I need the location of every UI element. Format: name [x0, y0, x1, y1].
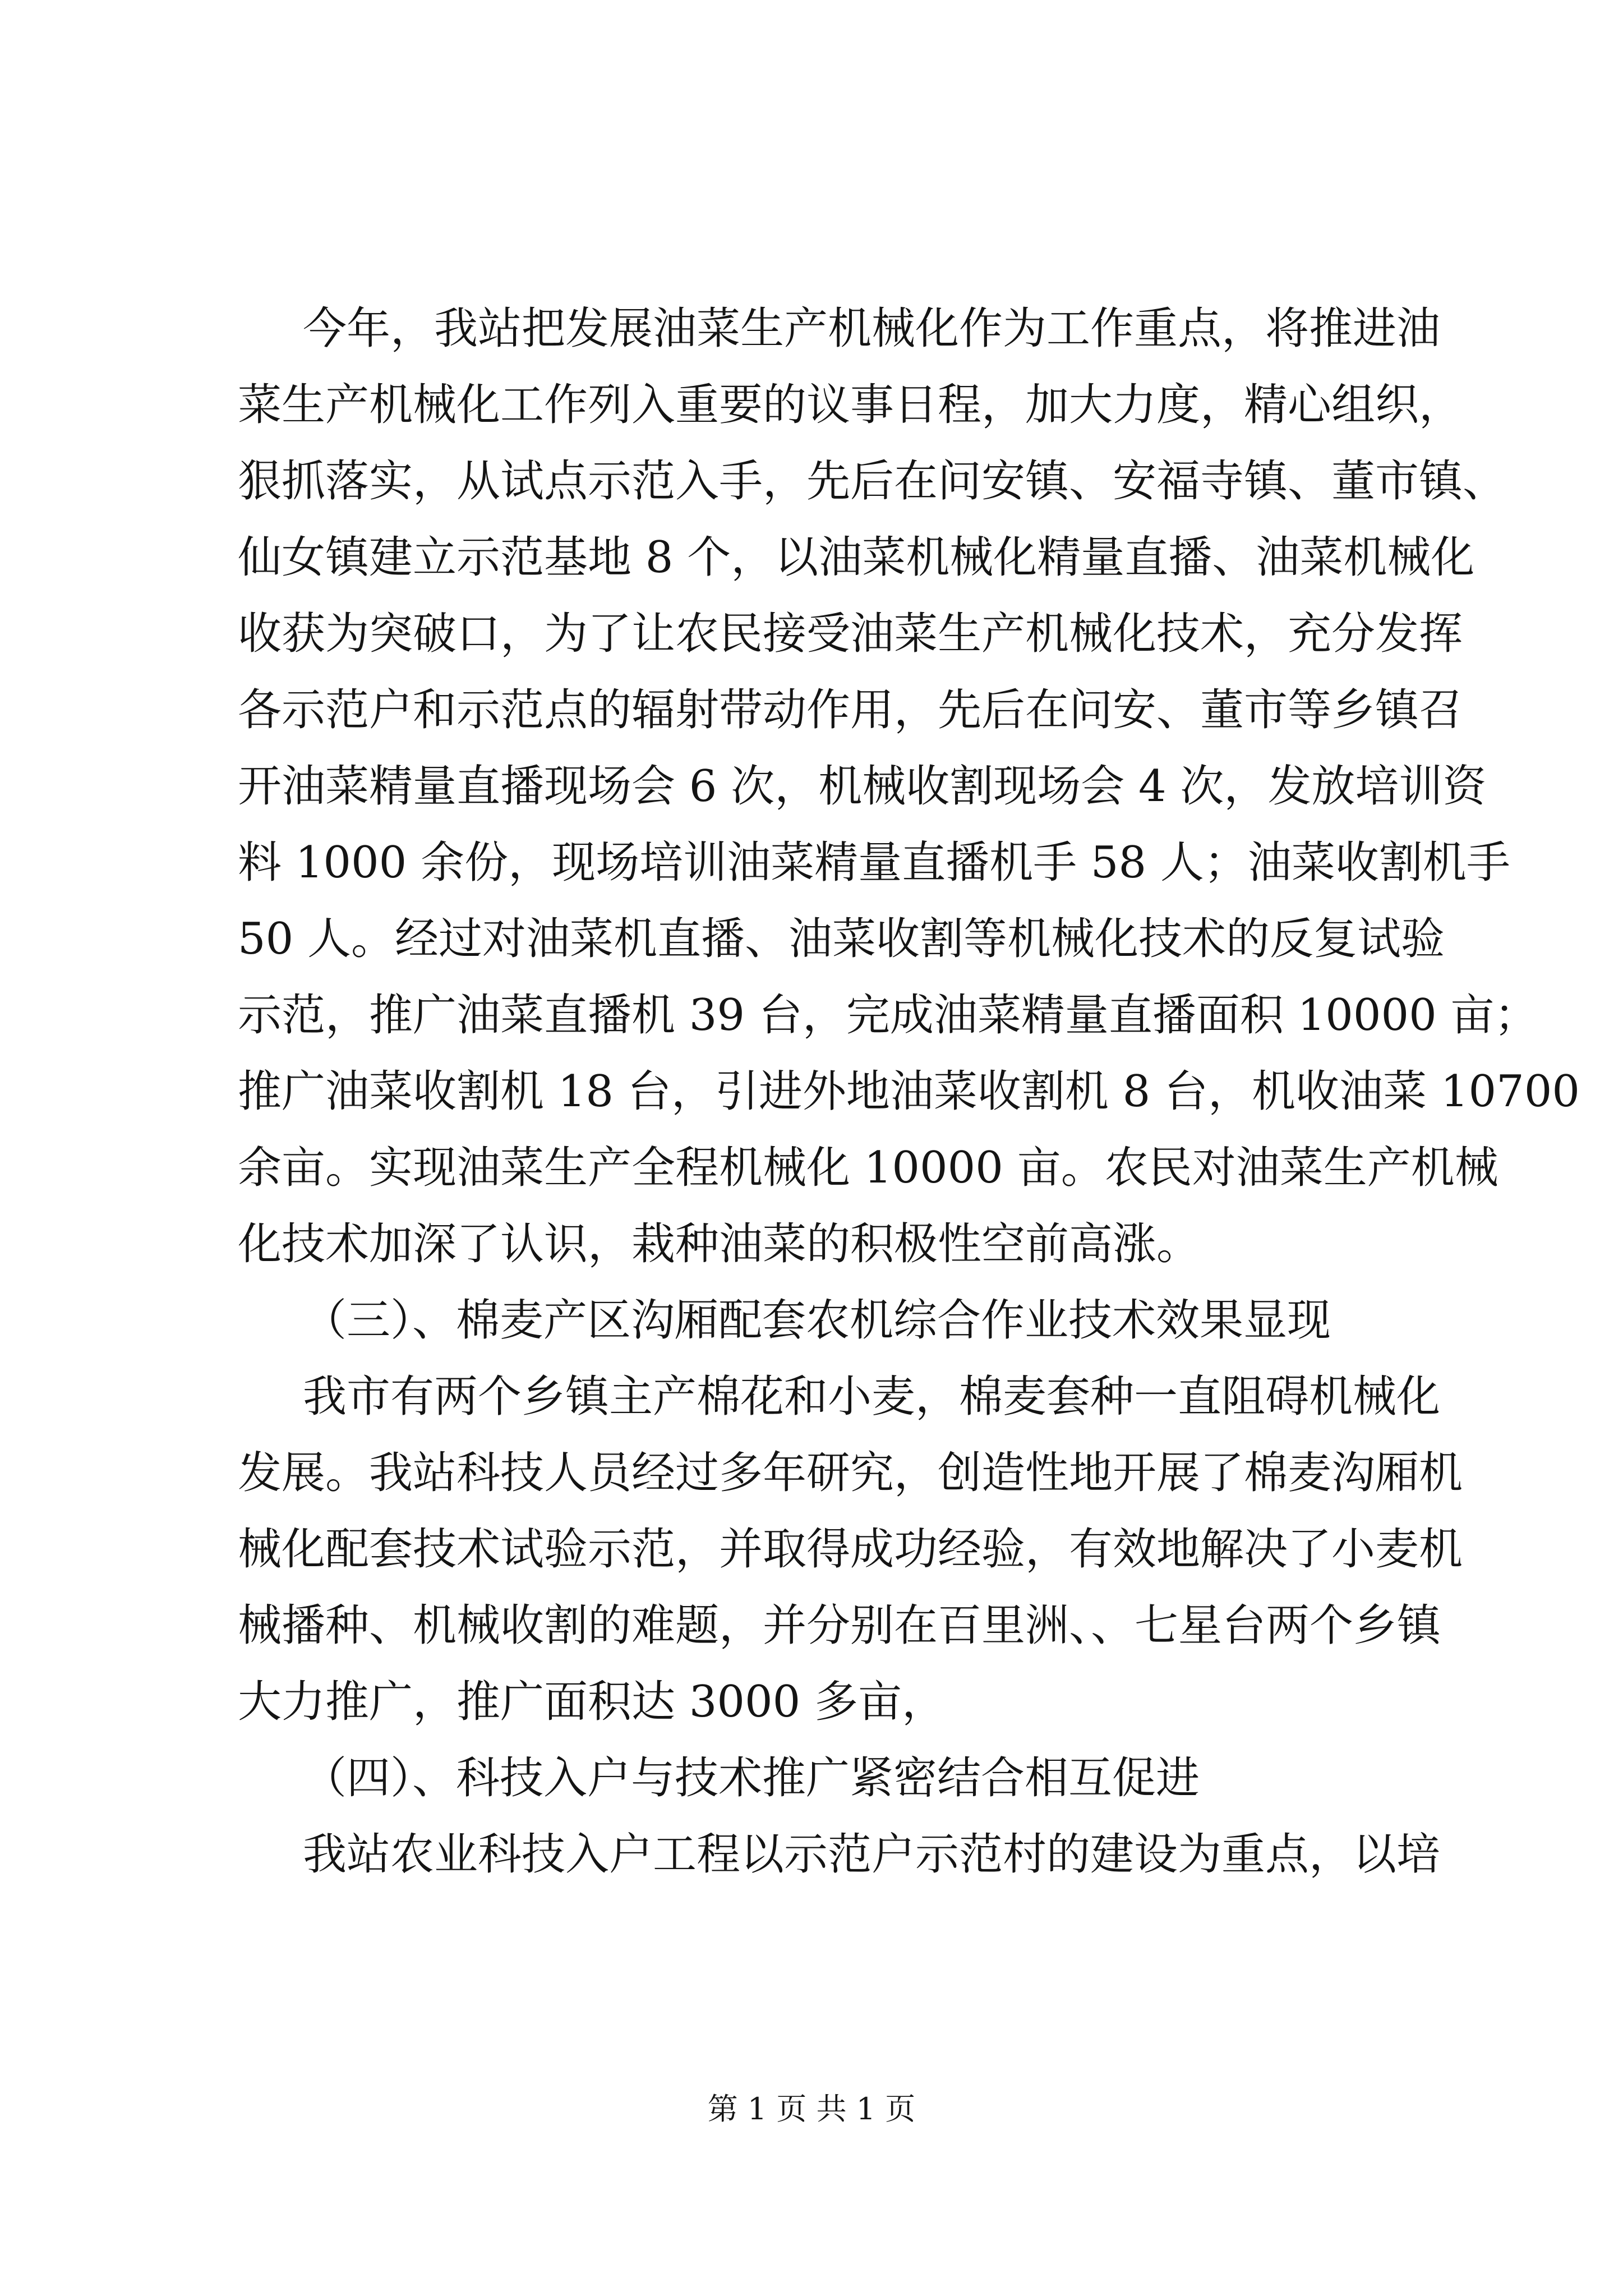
section-heading: （四）、科技入户与技术推广紧密结合相互促进 [303, 1753, 1200, 1803]
paragraph-line: 示范，推广油菜直播机 39 台，完成油菜精量直播面积 10000 亩； [238, 990, 1538, 1041]
section-heading: （三）、棉麦产区沟厢配套农机综合作业技术效果显现 [303, 1295, 1331, 1346]
paragraph-line: 菜生产机械化工作列入重要的议事日程，加大力度，精心组织， [238, 380, 1463, 430]
paragraph-line: 发展。我站科技人员经过多年研究，创造性地开展了棉麦沟厢机 [238, 1448, 1463, 1498]
paragraph-line: 我站农业科技入户工程以示范户示范村的建设为重点，以培 [303, 1829, 1441, 1880]
paragraph-line: 收获为突破口，为了让农民接受油菜生产机械化技术，充分发挥 [238, 609, 1463, 659]
paragraph-line: 料 1000 余份，现场培训油菜精量直播机手 58 人；油菜收割机手 [238, 838, 1510, 888]
paragraph-line: 大力推广，推广面积达 3000 多亩， [238, 1677, 946, 1727]
paragraph-line: 开油菜精量直播现场会 6 次，机械收割现场会 4 次，发放培训资 [238, 761, 1487, 812]
paragraph-line: 化技术加深了认识，栽种油菜的积极性空前高涨。 [238, 1219, 1201, 1269]
paragraph-line: 推广油菜收割机 18 台，引进外地油菜收割机 8 台，机收油菜 10700 [238, 1066, 1580, 1117]
paragraph-line: 我市有两个乡镇主产棉花和小麦，棉麦套种一直阻碍机械化 [303, 1372, 1441, 1422]
paragraph-line: 50 人。经过对油菜机直播、油菜收割等机械化技术的反复试验 [238, 914, 1445, 964]
paragraph-line: 仙女镇建立示范基地 8 个，以油菜机械化精量直播、油菜机械化 [238, 532, 1475, 583]
paragraph-line: 械播种、机械收割的难题，并分别在百里洲、、七星台两个乡镇 [238, 1600, 1441, 1651]
paragraph-line: 械化配套技术试验示范，并取得成功经验，有效地解决了小麦机 [238, 1524, 1463, 1575]
paragraph-line: 余亩。实现油菜生产全程机械化 10000 亩。农民对油菜生产机械 [238, 1143, 1498, 1193]
paragraph-line: 今年，我站把发展油菜生产机械化作为工作重点，将推进油 [303, 303, 1441, 354]
paragraph-line: 各示范户和示范点的辐射带动作用，先后在问安、董市等乡镇召 [238, 685, 1463, 735]
paragraph-line: 狠抓落实，从试点示范入手，先后在问安镇、安福寺镇、董市镇、 [238, 456, 1507, 507]
page-footer: 第 1 页 共 1 页 [707, 2091, 916, 2127]
